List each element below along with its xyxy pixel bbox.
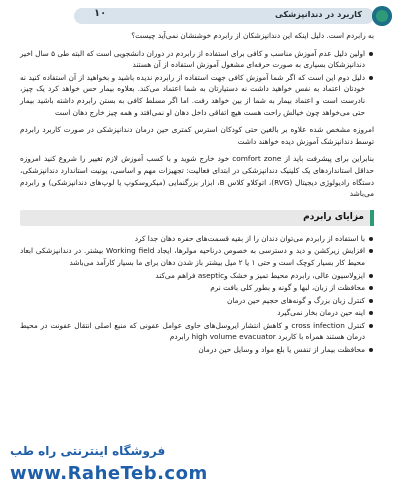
list-item: کنترل cross infection و کاهش انتشار ایروسل‌های حاوی عوامل عفونی که منبع اصلی انتقال عفونت در محیط درمان هستند همراه با کاربرد high volume evacuator رابردم xyxy=(20,320,374,343)
book-logo-icon xyxy=(372,6,392,26)
page-body xyxy=(20,30,374,362)
intro-reasons-list xyxy=(20,48,374,119)
section-title: مزایای رابردم xyxy=(303,211,364,222)
intro-paragraph-3: بنابراین برای پیشرفت باید از comfort zone خود خارج شوید و با کسب آموزش لازم تغییر را شروع کنید امروزه حداقل استانداردهای یک کلینیک دندانپزشکی در ابتدای فعالیت: تجهیزات مهم و اساسی، یونیت استاندارد دندانپزشکی، دستگاه رادیولوژی دیجیتال (RVG)، اتوکلاو کلاس B، ابزار بزرگنمایی (میکروسکوپ یا لوپ‌های دندانپزشکی) و رابردم می‌باشد xyxy=(20,154,374,199)
watermark-url: www.RaheTeb.com xyxy=(10,463,208,484)
benefits-list xyxy=(20,233,374,356)
page-number: ۱۰ xyxy=(94,8,107,19)
watermark xyxy=(10,442,230,484)
intro-paragraph-1: به رابردم است. دلیل اینکه این دندانپزشکان از رابردم خوشنشان نمی‌آید چیست؟ xyxy=(131,31,374,40)
list-item: اینه حین درمان بخار نمی‌گیرد xyxy=(20,307,374,319)
list-item: افزایش زیرکشن و دید و دسترسی به خصوص درناحیه مولرها، ایجاد Working field بیشتر. در دندانپزشکی ابعاد محیط کار بسیار کوچک است و حتی ۱ یا ۲ میل بیشتر باز شدن دهان برای ما بسیار کارآمد می‌باشد xyxy=(20,245,374,268)
section-heading xyxy=(20,210,374,226)
watermark-store-name: فروشگاه اینترنتی راه طب xyxy=(10,444,166,458)
list-item: کنترل زبان بزرگ و گونه‌های حجیم حین درمان xyxy=(20,295,374,307)
intro-paragraph-2: امروزه مشخص شده علاوه بر بالغین حتی کودکان استرس کمتری حین درمان دندانپزشکی در صورت کاربرد رابردم توسط دندانپزشک آموزش دیده خواهند داشت xyxy=(20,125,374,146)
section-accent-bar xyxy=(370,210,374,226)
list-item: اولین دلیل عدم آموزش مناسب و کافی برای استفاده از رابردم در دوران دانشجویی است که البته طی ۵ سال اخیر دندانپزشکان بسیاری به صورت حرفه‌ای مشغول آموزش استفاده از آن هستند xyxy=(20,48,374,71)
page-header xyxy=(10,6,392,28)
list-item: محافظت از زبان، لبها و گونه و بطور کلی بافت نرم xyxy=(20,282,374,294)
list-item: با استفاده از رابردم می‌توان دندان را از بقیه قسمت‌های حفره دهان جدا کرد xyxy=(20,233,374,245)
list-item: محافظت بیمار از تنفس یا بلع مواد و وسایل حین درمان xyxy=(20,344,374,356)
list-item: دلیل دوم این است که اگر شما آموزش کافی جهت استفاده از رابردم ندیده باشید و بخواهید از آن استفاده کنید نه خودتان اعتماد به نفس خواهید داشت نه دستیارتان به شما اعتماد می‌کند. بعلاوه بیمار حس خواهد کرد یک چیز، نادرست است و اعتماد بیمار به شما از بین خواهد رفت. اما اگر مسلط کافی به بستن رابردم داشته باشید بیمار حتی می‌خواهد چون خیالش راحت هست هیچ اتفاقی داخل دهان او نمی‌افتد و همه چیز خارج دهان است xyxy=(20,72,374,118)
header-title: کاربرد در دندانپزشکی xyxy=(275,9,362,19)
list-item: ایزولاسیون عالی، رابردم محیط تمیز و خشک وaseptic فراهم می‌کند xyxy=(20,270,374,282)
